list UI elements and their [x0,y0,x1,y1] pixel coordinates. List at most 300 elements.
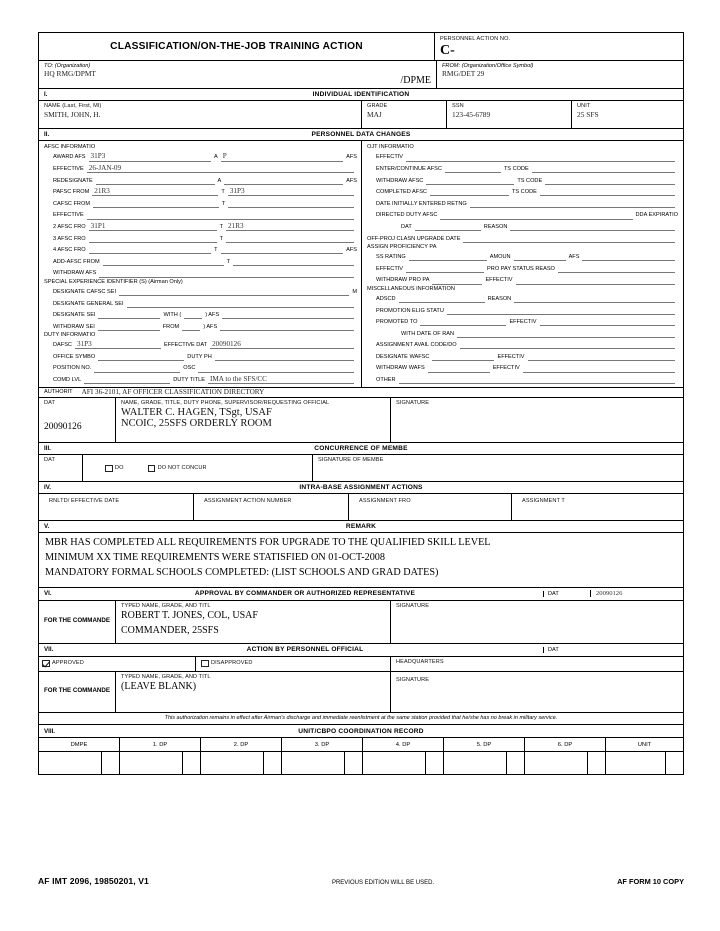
cafsc-from-input[interactable] [93,197,219,208]
identification-row [39,101,683,129]
name-label: NAME (Last, First, MI) [44,102,102,109]
pafsc-from-value: 21R3 [94,186,110,195]
section-2-title: PERSONNEL DATA CHANGES [311,130,411,138]
to-value: HQ RMG/DPMT [44,68,96,78]
enter-continue-afsc-input[interactable] [445,162,501,173]
supervisor-name-line2: NCOIC, 25SFS ORDERLY ROOM [121,418,272,430]
from-field[interactable] [437,61,683,88]
withdraw-afsc-ojt-label: WITHDRAW AFSC [376,177,424,184]
section-7-number: VII. [44,646,54,653]
ts-code-2-input[interactable] [545,174,675,185]
redesignate-label: REDESIGNATE [53,177,93,184]
afsc4-from-input[interactable] [89,243,212,254]
enter-continue-afsc-label: ENTER/CONTINUE AFSC [376,165,442,172]
pro-pay-afs-input[interactable] [582,250,675,261]
remark-line-2: MINIMUM XX TIME REQUIREMENTS WERE STATISFIED ON 01-OCT-2008 [45,552,385,564]
afsc2-from-input[interactable] [89,220,217,231]
ss-rating-label: SS RATING [376,254,406,261]
effective-2-input[interactable] [87,209,354,220]
promoted-effective-label: EFFECTIV [509,319,537,326]
to-field[interactable] [39,61,437,88]
assignment-avail-row[interactable] [367,338,678,350]
section-8-title: UNIT/CBPO COORDINATION RECORD [298,727,424,735]
afsc3-row[interactable] [44,231,357,243]
afsc2-to-value: 21R3 [228,221,244,230]
withdraw-sei-from-input[interactable] [182,320,200,331]
coordination-entry-row [39,752,683,774]
from-value: RMG/DET 29 [442,68,485,78]
duty-phone-input[interactable] [215,350,354,361]
redesignate-input[interactable] [96,174,215,185]
assignment-avail-input[interactable] [460,338,675,349]
remark-line-3: MANDATORY FORMAL SCHOOLS COMPLETED: (LIST SCHOOLS AND GRAD DATES) [45,567,439,579]
dda-date-label: DAT [401,223,412,230]
form-header [39,33,683,61]
grade-label: GRADE [367,102,388,109]
withdraw-sei-afs-input[interactable] [220,320,354,331]
duty-title-value: IMA to the SFS/CC [210,374,267,383]
personnel-name-field[interactable] [116,672,391,712]
promotion-elig-input[interactable] [447,304,675,315]
ts-code-3-label: TS CODE [511,189,537,196]
directed-duty-afsc-row[interactable] [367,208,678,220]
authority-label: AUTHORIT [44,389,73,396]
add-afsc-from-input[interactable] [103,255,224,266]
concur-checkbox-group[interactable] [105,465,124,473]
ss-rating-row[interactable] [367,250,678,262]
for-the-commander-label-6: FOR THE COMMANDE [39,601,116,643]
dda-expiration-label: DDA EXPIRATIO [635,212,678,219]
other-input[interactable] [399,373,675,384]
coordination-header-row [39,738,683,752]
directed-duty-afsc-label: DIRECTED DUTY AFSC [376,212,438,219]
section-4-title: INTRA-BASE ASSIGNMENT ACTIONS [299,484,423,492]
effective-1-label: EFFECTIVE [53,165,84,172]
intra-base-row [39,494,683,521]
approval-name-line1: ROBERT T. JONES, COL, USAF [121,610,258,622]
award-a-input[interactable] [221,151,343,162]
afsc3-from-input[interactable] [89,232,217,243]
to-office-symbol: /DPME [400,74,431,86]
approval-name-field[interactable] [116,601,391,643]
effective-row-2[interactable] [44,208,357,220]
designate-general-sei-input[interactable] [127,297,354,308]
remark-line-1: MBR HAS COMPLETED ALL REQUIREMENTS FOR UPGRADE TO THE QUALIFIED SKILL LEVEL [45,537,491,549]
name-field[interactable] [39,101,362,128]
form-title: CLASSIFICATION/ON-THE-JOB TRAINING ACTION [110,40,363,52]
duty-title-input[interactable] [208,373,354,384]
position-no-label: POSITION NO. [53,365,92,372]
date-initially-entered-input[interactable] [470,197,675,208]
personnel-action-no-field[interactable] [434,33,683,60]
designate-cafsc-sei-row[interactable] [44,285,357,297]
coordination-entry-2[interactable] [201,752,282,774]
adscd-reason-input[interactable] [514,292,675,303]
effective-1-input[interactable] [87,162,354,173]
office-symbol-input[interactable] [98,350,184,361]
dafsc-label: DAFSC [53,342,72,349]
assignment-from-field[interactable] [349,494,512,520]
supervisor-date-field[interactable] [39,398,116,442]
dda-date-reason-row[interactable] [367,220,678,232]
personnel-signature-label: SIGNATURE [396,676,430,683]
withdraw-wafsc-label: WITHDRAW WAFS [376,365,425,372]
duty-effective-date-label: EFFECTIVE DAT [163,342,208,349]
section-4-bar [39,482,683,494]
cafsc-to-label: T [221,200,226,207]
pafsc-to-input[interactable] [228,185,354,196]
concurrence-row [39,455,683,482]
afsc4-to-label: T [214,247,218,254]
approval-signature-label: SIGNATURE [396,602,430,609]
section-5-bar [39,521,683,533]
withdraw-pro-pay-label: WITHDRAW PRO PA [376,277,430,284]
section-1-bar [39,89,683,101]
completed-afsc-input[interactable] [430,185,509,196]
designate-wafsc-input[interactable] [432,350,494,361]
unit-field[interactable] [572,101,683,128]
coordination-col-2: 2. DP [201,738,282,751]
section-6-bar [39,588,683,601]
duty-title-label: DUTY TITLE [173,377,205,384]
sei-group-label: SPECIAL EXPERIENCE IDENTIFIER (S) (Airman Only) [44,278,183,285]
other-label: OTHER [376,377,396,384]
add-afsc-from-label: ADD-AFSC FROM [53,258,100,265]
afsc3-to-label: T [219,235,224,242]
ojt-information-group-label: OJT INFORMATIO [367,143,414,150]
section-3-title: CONCURRENCE OF MEMBE [314,445,408,453]
name-value: SMITH, JOHN, H. [44,109,101,119]
afsc3-from-label: 3 AFSC FRO [53,235,86,242]
withdraw-sei-afs-label: ) AFS [203,323,218,330]
ojt-effective-label: EFFECTIV [376,154,404,161]
approved-checkbox-cell[interactable] [39,657,196,671]
form-number: AF IMT 2096, 19850201, V1 [38,876,149,886]
withdraw-sei-from-label: FROM [162,323,180,330]
approval-signature-field[interactable] [391,601,683,643]
pro-pay-status-reason-label: PRO PAY STATUS REASO [487,265,555,272]
designate-sei-label: DESIGNATE SEI [53,312,96,319]
effective-2-label: EFFECTIVE [53,212,84,219]
designate-cafsc-sei-input[interactable] [119,285,349,296]
ojt-effective-row[interactable] [367,150,678,162]
coordination-entry-dmpe[interactable] [39,752,120,774]
section-2-number: II. [44,130,50,138]
amount-input[interactable] [514,250,566,261]
withdraw-wafsc-effective-label: EFFECTIV [492,365,520,372]
afsc2-to-input[interactable] [226,220,354,231]
promoted-to-input[interactable] [420,315,506,326]
personnel-action-no-value: C- [440,42,455,58]
award-afsc-input[interactable] [89,151,211,162]
adscd-reason-label: REASON [487,295,512,302]
personnel-action-checkboxes-row [39,657,683,672]
dafsc-input[interactable] [75,338,161,349]
designate-wafsc-label: DESIGNATE WAFSC [376,353,430,360]
concurrence-date-field[interactable] [39,455,83,481]
section-7-title: ACTION BY PERSONNEL OFFICIAL [246,646,364,653]
coordination-col-4: 4. DP [363,738,444,751]
disapproved-label: DISAPPROVED [211,660,253,666]
add-afsc-to-input[interactable] [233,255,354,266]
rnltd-effective-date-label: RNLTD/ EFFECTIVE DATE [49,498,120,505]
withdraw-pro-pay-input[interactable] [432,274,482,285]
coordination-col-1: 1. DP [120,738,201,751]
add-afsc-row[interactable] [44,254,357,266]
withdraw-wafsc-input[interactable] [428,362,490,373]
off-proj-upgrade-label: OFF-PROJ CLASN UPGRADE DATE [367,235,461,242]
withdraw-sei-input[interactable] [98,320,160,331]
approved-checkbox-group[interactable] [42,660,84,668]
grade-value: MAJ [367,109,382,119]
adscd-row[interactable] [367,292,678,304]
afsc4-row[interactable] [44,243,357,255]
supervisor-signature-field[interactable] [391,398,683,442]
coordination-entry-3[interactable] [282,752,363,774]
ojt-effective-input[interactable] [406,151,675,162]
add-afsc-to-label: T [226,258,231,265]
rnltd-effective-date-field[interactable] [39,494,194,520]
remark-body[interactable] [39,533,683,587]
withdraw-wafsc-effective-input[interactable] [523,362,675,373]
supervisor-date-label: DAT [44,400,56,407]
section-1-number: I. [44,90,48,98]
award-afsc-label: AWARD AFS [53,154,86,161]
coordination-col-5: 5. DP [444,738,525,751]
designate-wafsc-effective-input[interactable] [528,350,675,361]
misc-information-group-label: MISCELLANEOUS INFORMATION [367,285,455,292]
withdraw-pro-pay-effective-label: EFFECTIV [485,277,513,284]
approval-body [39,601,683,644]
section-2-bar [39,129,683,141]
coordination-entry-1[interactable] [120,752,201,774]
section-4-number: IV. [44,484,51,492]
headquarters-label: HEADQUARTERS [396,658,444,665]
dafsc-value: 31P3 [76,339,92,348]
afsc4-to-input[interactable] [221,243,344,254]
section-7-date-label: DAT [543,647,683,653]
to-label: TO: (Organization) [44,62,91,69]
completed-afsc-row[interactable] [367,185,678,197]
promotion-elig-row[interactable] [367,303,678,315]
designate-sei-input[interactable] [98,308,160,319]
withdraw-afsc-input[interactable] [99,267,354,278]
position-no-row[interactable] [44,361,357,373]
cafsc-from-row[interactable] [44,196,357,208]
ts-code-1-input[interactable] [532,162,675,173]
pafsc-to-value: 31P3 [229,186,245,195]
pro-pay-effective-input[interactable] [406,262,484,273]
coordination-entry-6[interactable] [525,752,606,774]
member-signature-field[interactable] [313,455,683,481]
pro-pay-status-reason-input[interactable] [558,262,675,273]
office-symbol-label: OFFICE SYMBO [53,353,96,360]
office-symbol-row[interactable] [44,349,357,361]
authority-value: AFI 36-2101, AF OFFICER CLASSIFICATION DIRECTORY [81,387,265,396]
afsc3-to-input[interactable] [226,232,354,243]
section-8-bar [39,725,683,738]
dda-date-input[interactable] [415,220,481,231]
unit-value: 25 SFS [577,109,599,119]
personnel-action-body [39,672,683,713]
concur-label: DO [115,464,124,471]
coordination-col-6: 6. DP [525,738,606,751]
withdraw-pro-pay-effective-input[interactable] [516,274,676,285]
redesignate-a-label: A [217,177,222,184]
date-initially-entered-label: DATE INITIALLY ENTERED RETNG [376,200,467,207]
enter-continue-afsc-row[interactable] [367,162,678,174]
do-not-concur-checkbox-group[interactable] [148,465,207,473]
dda-reason-input[interactable] [510,220,675,231]
do-not-concur-checkbox[interactable] [148,465,156,473]
section-7-bar [39,644,683,657]
ts-code-3-input[interactable] [540,185,675,196]
award-afsc-row[interactable] [44,150,357,162]
cafsc-to-input[interactable] [228,197,354,208]
designate-wafsc-row[interactable] [367,349,678,361]
promoted-effective-input[interactable] [540,315,676,326]
afsc2-row[interactable] [44,220,357,232]
section-3-number: III. [44,445,51,453]
coordination-entry-4[interactable] [363,752,444,774]
with-date-of-rank-input[interactable] [457,327,675,338]
approved-checkbox[interactable] [42,660,50,668]
pro-pay-effective-row[interactable] [367,261,678,273]
award-afsc-value: 31P3 [90,152,106,161]
assignment-action-number-field[interactable] [194,494,349,520]
off-proj-upgrade-row[interactable] [367,231,678,243]
designate-wafsc-effective-label: EFFECTIV [497,353,525,360]
comd-lvl-input[interactable] [84,373,170,384]
ts-code-2-label: TS CODE [517,177,543,184]
designate-general-sei-label: DESIGNATE GENERAL SEI [53,300,124,307]
ts-code-1-label: TS CODE [503,165,529,172]
af-form-2096 [38,32,684,775]
to-from-row [39,61,683,89]
disapproved-checkbox[interactable] [201,660,209,668]
authorization-note: This authorization remains in effect after Airman's discharge and immediate reenlistment at the same station provided that he/she has no break in military service. [39,713,683,726]
pafsc-from-label: PAFSC FROM [53,189,90,196]
designate-sei-with-input[interactable] [184,308,202,319]
do-not-concur-label: DO NOT CONCUR [157,464,207,471]
designate-sei-with-label: WITH ( [163,312,182,319]
withdraw-afsc-ojt-input[interactable] [426,174,514,185]
headquarters-field[interactable] [391,657,683,671]
duty-effective-date-value: 20090126 [212,339,241,348]
ssn-label: SSN [452,102,464,109]
pafsc-from-row[interactable] [44,185,357,197]
disapproved-checkbox-cell[interactable] [196,657,391,671]
section-3-bar [39,443,683,455]
award-afs-tail-label: AFS [346,154,357,161]
adscd-input[interactable] [399,292,485,303]
member-signature-label: SIGNATURE OF MEMBE [318,457,384,464]
duty-information-group-label: DUTY INFORMATIO [44,331,96,338]
with-date-of-rank-row[interactable] [367,326,678,338]
redesignate-a-input[interactable] [224,174,343,185]
disapproved-checkbox-group[interactable] [201,660,253,668]
previous-edition-note: PREVIOUS EDITION WILL BE USED. [331,880,435,886]
with-date-of-rank-label: WITH DATE OF RAN [401,330,455,337]
assignment-avail-label: ASSIGNMENT AVAIL CODE/DO [376,342,457,349]
section-1-title: INDIVIDUAL IDENTIFICATION [312,90,410,98]
coordination-col-dmpe: DMPE [39,738,120,751]
designate-cafsc-sei-label: DESIGNATE CAFSC SEI [53,288,116,295]
personnel-typed-name-label: TYPED NAME, GRADE, AND TITL [121,673,211,680]
position-no-input[interactable] [94,362,180,373]
dafsc-row[interactable] [44,338,357,350]
withdraw-afsc-row[interactable] [44,266,357,278]
form-footer [38,876,684,886]
grade-field[interactable] [362,101,447,128]
section-6-date-label: DAT [543,591,590,597]
promotion-elig-label: PROMOTION ELIG STATU [376,307,444,314]
supervisor-date-value: 20090126 [44,422,82,433]
supervisor-block [39,398,683,443]
from-label: FROM: (Organization/Office Symbol) [442,62,534,69]
redesignate-row[interactable] [44,173,357,185]
comd-lvl-row[interactable] [44,373,357,385]
withdraw-afsc-ojt-row[interactable] [367,173,678,185]
effective-row-1[interactable] [44,162,357,174]
coordination-col-3: 3. DP [282,738,363,751]
supervisor-name-field[interactable] [116,398,391,442]
off-proj-upgrade-input[interactable] [463,232,675,243]
dda-reason-label: REASON [483,223,508,230]
pafsc-to-label: T [221,189,225,196]
coordination-entry-unit[interactable] [606,752,683,774]
designate-sei-afs-label: ) AFS [205,312,220,319]
authority-row[interactable] [39,387,683,398]
redesignate-tail-label: AFS [346,177,357,184]
withdraw-pro-pay-row[interactable] [367,273,678,285]
ss-rating-input[interactable] [409,250,487,261]
directed-duty-afsc-input[interactable] [440,209,632,220]
personnel-name-value: (LEAVE BLANK) [121,681,197,693]
section-5-number: V. [44,523,50,531]
concur-checkbox[interactable] [105,465,113,473]
designate-cafsc-sei-tail-label: M [352,288,357,295]
award-a-label: A [213,154,218,161]
designate-general-sei-row[interactable] [44,296,357,308]
other-row[interactable] [367,373,678,385]
designate-sei-row[interactable] [44,308,357,320]
approved-label: APPROVED [52,660,84,666]
duty-effective-date-input[interactable] [210,338,354,349]
assignment-from-label: ASSIGNMENT FRO [359,498,411,505]
supervisor-signature-label: SIGNATURE [396,400,430,407]
unit-label: UNIT [577,102,591,109]
ssn-field[interactable] [447,101,572,128]
coordination-entry-5[interactable] [444,752,525,774]
osc-input[interactable] [198,362,354,373]
assignment-action-number-label: ASSIGNMENT ACTION NUMBER [204,498,292,505]
pafsc-from-input[interactable] [92,185,218,196]
assignment-to-field[interactable] [512,494,683,520]
personnel-signature-field[interactable] [391,672,683,712]
promoted-to-row[interactable] [367,315,678,327]
duty-phone-label: DUTY PH [187,353,212,360]
withdraw-sei-row[interactable] [44,319,357,331]
designate-sei-afs-input[interactable] [222,308,354,319]
amount-label: AMOUN [489,254,511,261]
afsc-information-column [39,141,362,387]
date-initially-entered-row[interactable] [367,196,678,208]
assign-proficiency-group-label: ASSIGN PROFICIENCY PA [367,243,437,250]
afsc-information-group-label: AFSC INFORMATIO [44,143,96,150]
withdraw-wafsc-row[interactable] [367,361,678,373]
section-6-number: VI. [44,590,52,597]
